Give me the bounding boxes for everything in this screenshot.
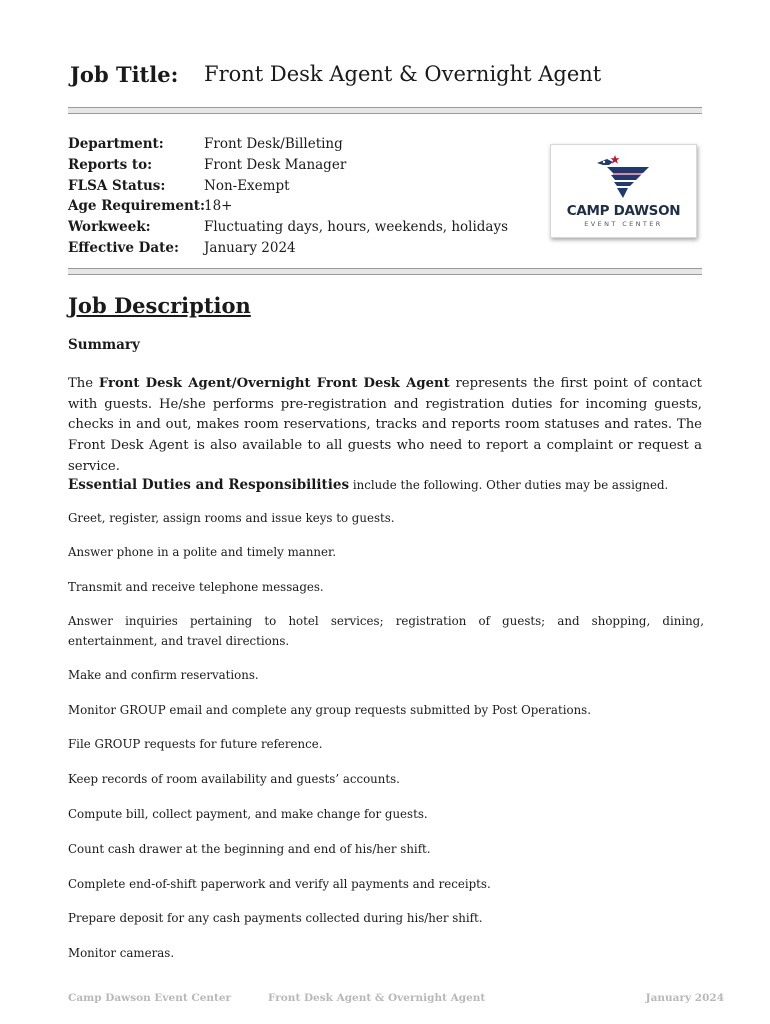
duty-item: Complete end-of-shift paperwork and verify all payments and receipts.: [68, 877, 491, 891]
flsa-status-label: FLSA Status:: [68, 177, 166, 194]
workweek-label: Workweek:: [68, 219, 151, 236]
footer-date: January 2024: [645, 992, 724, 1004]
age-requirement-value: 18+: [204, 198, 233, 215]
duty-item: Transmit and receive telephone messages.: [68, 580, 324, 594]
summary-text-start: The: [68, 376, 99, 391]
summary-role-name: Front Desk Agent/Overnight Front Desk Agent: [98, 376, 450, 391]
summary-heading: Summary: [68, 337, 140, 353]
duty-item: Answer phone in a polite and timely manner.: [68, 545, 337, 559]
duties-intro-text: include the following. Other duties may be assigned.: [349, 478, 669, 492]
reports-to-label: Reports to:: [68, 156, 153, 173]
duty-item: Keep records of room availability and guests’ accounts.: [68, 772, 400, 786]
duty-item: Prepare deposit for any cash payments collected during his/her shift.: [68, 911, 483, 925]
duty-item: Monitor cameras.: [68, 946, 175, 960]
reports-to-value: Front Desk Manager: [204, 156, 347, 173]
header-divider: [68, 107, 702, 114]
duty-item: File GROUP requests for future reference.: [68, 737, 323, 751]
job-title-value: Front Desk Agent & Overnight Agent: [204, 62, 602, 86]
duty-item: Count cash drawer at the beginning and end of his/her shift.: [68, 842, 431, 856]
job-title-label: Job Title:: [70, 62, 179, 87]
logo-subtitle: EVENT CENTER: [584, 220, 663, 228]
logo-name: CAMP DAWSON: [566, 203, 681, 219]
duty-item: Make and confirm reservations.: [68, 668, 259, 682]
summary-paragraph: [68, 374, 702, 478]
footer-document-title: Front Desk Agent & Overnight Agent: [268, 992, 486, 1004]
camp-dawson-logo: [550, 144, 697, 238]
flsa-status-value: Non-Exempt: [204, 177, 290, 194]
duty-item: Compute bill, collect payment, and make change for guests.: [68, 807, 428, 821]
workweek-value: Fluctuating days, hours, weekends, holidays: [204, 219, 509, 236]
effective-date-value: January 2024: [204, 239, 296, 256]
duty-item: Monitor GROUP email and complete any group requests submitted by Post Operations.: [68, 703, 591, 717]
info-divider: [68, 268, 702, 275]
duties-heading: Essential Duties and Responsibilities: [68, 477, 350, 493]
eagle-flag-icon: [593, 153, 653, 201]
summary-text-rest: represents the first point of contact with guests. He/she performs pre-registration and registration duties for incoming guests, checks in and out, makes room reservations, tracks and reports room statuses and rates. The Front Desk Agent is also available to all guests who need to report a complaint or request a service.: [68, 376, 702, 474]
department-label: Department:: [68, 136, 164, 152]
department-value: Front Desk/Billeting: [204, 136, 343, 152]
duty-item: Greet, register, assign rooms and issue keys to guests.: [68, 511, 395, 525]
duty-item: Answer inquiries pertaining to hotel services; registration of guests; and shopping, dining, entertainment, and travel directions.: [68, 614, 704, 648]
effective-date-label: Effective Date:: [68, 239, 179, 256]
job-description-heading: Job Description: [68, 293, 251, 318]
footer-organization: Camp Dawson Event Center: [68, 992, 232, 1004]
duties-intro: [68, 474, 708, 493]
age-requirement-label: Age Requirement:: [68, 198, 206, 215]
